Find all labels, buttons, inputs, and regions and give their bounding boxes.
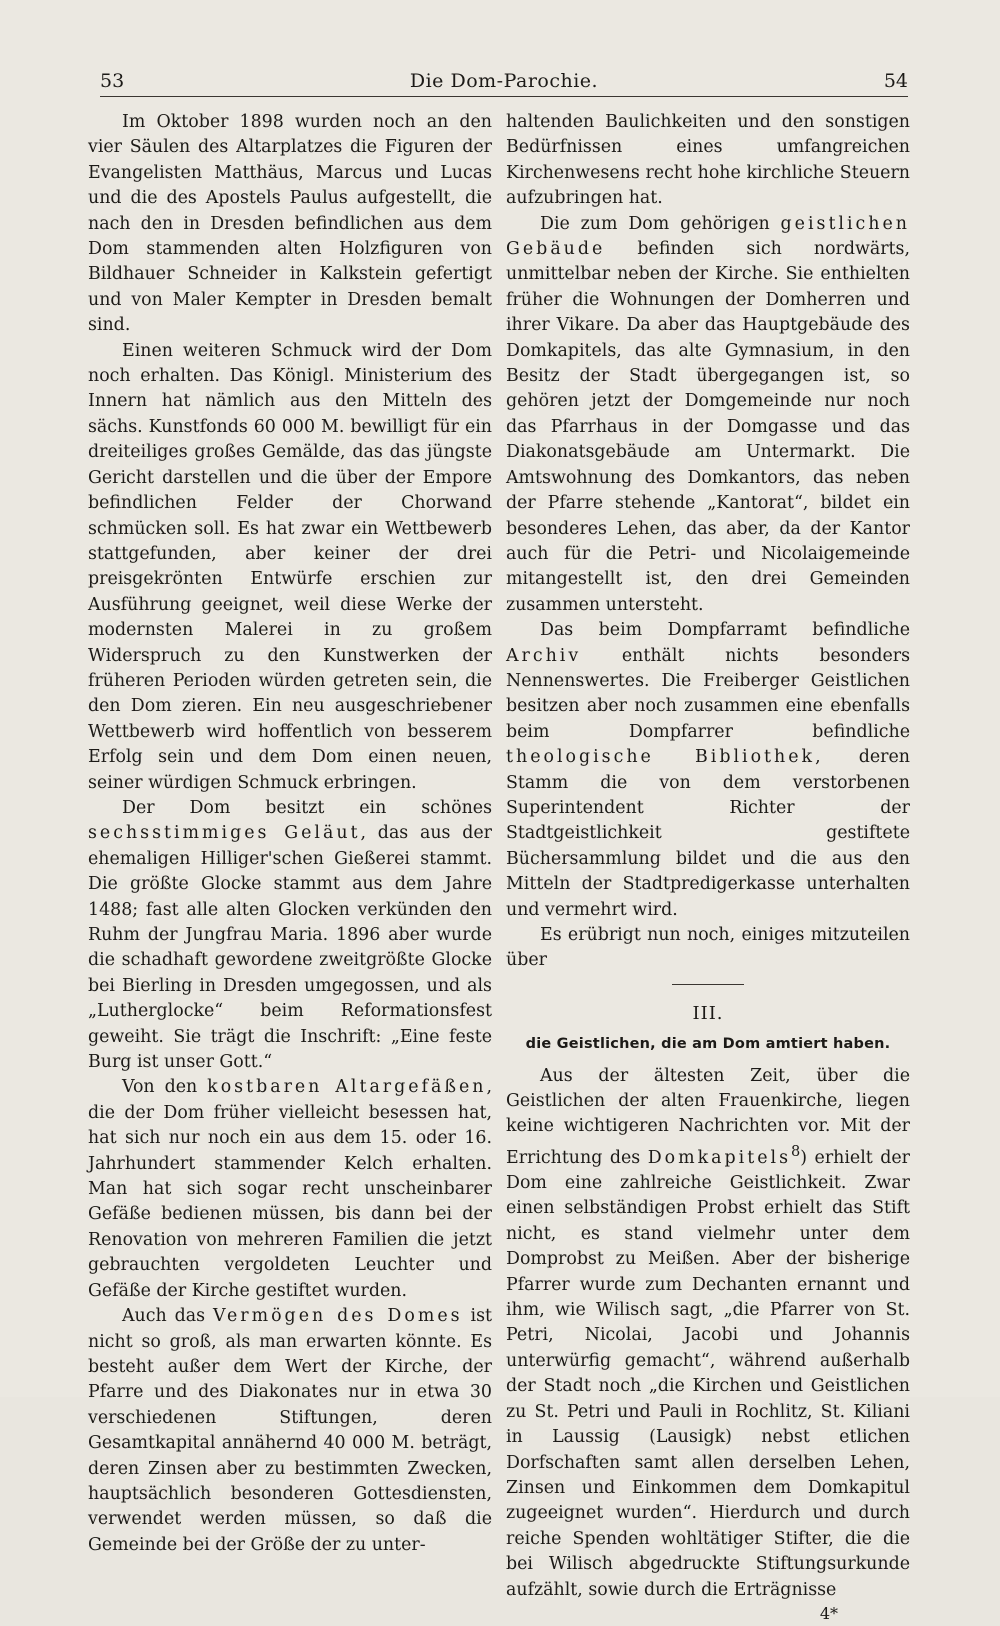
paragraph: Einen weiteren Schmuck wird der Dom noch erhalten. Das Königl. Ministerium des Innern hat nämlich aus den Mitteln des sächs. Kunstfonds 60 000 M. bewilligt für ein dreiteiliges großes Gemälde, das das jüngste Gericht darstellen und die über der Empore befindlichen Felder der Chorwand schmücken soll. Es hat zwar ein Wettbewerb stattgefunden, aber keiner der drei preisgekrönten Entwürfe erschien zur Ausführung geeignet, weil diese Werke der modernsten Malerei in zu großem Widerspruch zu den Kunstwerken der früheren Perioden würden getreten sein, die den Dom zieren. Ein neu ausgeschriebener Wettbewerb wird hoffentlich von besserem Erfolg sein und dem Dom einen neuen, seiner würdigen Schmuck erbringen. <box>88 340 492 793</box>
text-run: , die der Dom früher vielleicht besessen hat, hat sich nur noch ein aus dem 15. oder 16. Jahrhundert stammender Kelch erhalten. Man hat sich sogar recht unscheinbarer Gefäße bedienen müssen, bis dann bei der Renovation von mehreren Familien die jetzt gebrauchten vergoldeten Leuchter und Gefäße der Kirche gestiftet wurden. <box>88 1077 492 1301</box>
right-column <box>506 110 910 1626</box>
text-run: Auch das <box>122 1306 214 1327</box>
text-run: Die zum Dom gehörigen <box>540 213 781 234</box>
spaced-emphasis: Archiv <box>506 645 582 666</box>
running-title: Die Dom-Parochie. <box>409 70 599 92</box>
section-divider <box>672 984 744 985</box>
text-run: enthält nichts besonders Nennenswertes. Die Freiberger Geistlichen besitzen aber noch zusammen eine ebenfalls beim Dompfarrer befindliche <box>506 645 910 742</box>
text-run: ) erhielt der Dom eine zahlreiche Geistlichkeit. Zwar einen selbständigen Probst erhielt das Stift nicht, es stand vielmehr unter dem Domprobst zu Meißen. Aber der bisherige Pfarrer wurde zum Dechanten ernannt und ihm, wie Wilisch sagt, „die Pfarrer von St. Petri, Nicolai, Jacobi und Johannis unterwürfig gemacht“, während außerhalb der Stadt noch „die Kirchen und Geistlichen zu St. Petri und Pauli in Rochlitz, St. Kiliani in Laussig (Lausigk) nebst etlichen Dorfschaften samt allen derselben Lehen, Zinsen und Einkommen dem Domkapitul zugeeignet wurden“. Hierdurch und durch reiche Spenden wohltätiger Stifter, die die bei Wilisch abgedruckte Stiftungsurkunde aufzählt, sowie durch die Erträgnisse <box>506 1147 910 1600</box>
signature-mark: 4* <box>819 1603 838 1623</box>
paragraph <box>88 1075 492 1304</box>
header-rule <box>100 96 908 97</box>
text-run: Das beim Dompfarramt befindliche <box>540 620 910 641</box>
left-column <box>88 110 492 1558</box>
text-run: Der Dom besitzt ein schönes <box>122 797 492 818</box>
spaced-emphasis: geistlichen Gebäude <box>506 213 910 260</box>
paragraph-continued: haltenden Baulichkeiten und den sonstigen Bedürfnissen eines umfangreichen Kirchenwesens recht hohe kirchliche Steuern aufzubringen hat. <box>506 112 910 209</box>
page-number-left: 53 <box>100 70 125 92</box>
text-run: , das aus der ehemaligen Hilliger'schen Gießerei stammt. Die größte Glocke stammt aus dem Jahre 1488; fast alle alten Glocken verkünden den Ruhm der Jungfrau Maria. 1896 aber wurde die schadhaft gewordene zweitgrößte Glocke bei Bierling in Dresden umgegossen, und als „Lutherglocke“ beim Reformationsfest geweiht. Sie trägt die Inschrift: „Eine feste Burg ist unser Gott.“ <box>88 823 492 1073</box>
paragraph: Es erübrigt nun noch, einiges mitzuteilen über <box>506 925 910 971</box>
section-title: die Geistlichen, die am Dom amtiert haben. <box>525 1036 891 1053</box>
section-number: III. <box>692 1002 724 1024</box>
spaced-emphasis: Domkapitels <box>647 1147 791 1168</box>
text-run: Aus der ältesten Zeit, über die Geistlichen der alten Frauenkirche, liegen keine wichtigeren Nachrichten vor. Mit der Errichtung des <box>506 1065 910 1168</box>
paragraph <box>88 796 492 1075</box>
text-run: Von den <box>122 1077 208 1098</box>
text-run: , deren Stamm die von dem verstorbenen Superintendent Richter der Stadtgeistlichkeit gestiftete Büchersammlung bildet und die aus den Mitteln der Stadtpredigerkasse unterhalten und vermehrt wird. <box>506 747 910 920</box>
text-run: befinden sich nordwärts, unmittelbar neben der Kirche. Sie enthielten früher die Wohnungen der Domherren und ihrer Vikare. Da aber das Hauptgebäude des Domkapitels, das alte Gymnasium, in den Besitz der Stadt übergegangen ist, so gehören jetzt der Domgemeinde nur noch das Pfarrhaus in der Domgasse und das Diakonatsgebäude am Untermarkt. Die Amtswohnung des Domkantors, das neben der Pfarre stehende „Kantorat“, bildet ein besonderes Lehen, das aber, da der Kantor auch für die Petri- und Nicolaigemeinde mitangestellt ist, den drei Gemeinden zusammen untersteht. <box>506 239 910 615</box>
paragraph <box>506 212 910 619</box>
paragraph <box>506 618 910 923</box>
paragraph: Im Oktober 1898 wurden noch an den vier Säulen des Altarplatzes die Figuren der Evangelisten Matthäus, Marcus und Lucas und die des Apostels Paulus aufgestellt, die nach den in Dresden befindlichen aus dem Dom stammenden alten Holzfiguren von Bildhauer Schneider in Kalkstein gefertigt und von Maler Kempter in Dresden bemalt sind. <box>88 112 492 336</box>
text-run: ist nicht so groß, als man erwarten könnte. Es besteht außer dem Wert der Kirche, der Pfarre und des Diakonates nur in etwa 30 verschiedenen Stiftungen, deren Gesamtkapital annähernd 40 000 M. beträgt, deren Zinsen aber zu bestimmten Zwecken, hauptsächlich besonderen Gottesdiensten, verwendet werden müssen, so daß die Gemeinde bei der Größe der zu unter- <box>88 1306 492 1555</box>
spaced-emphasis: sechsstimmiges Geläut <box>88 823 361 844</box>
spaced-emphasis: Vermögen des Domes <box>213 1306 463 1327</box>
page-number-right: 54 <box>883 70 908 92</box>
paragraph <box>506 1064 910 1603</box>
spaced-emphasis: theologische Bibliothek <box>506 747 816 768</box>
paragraph <box>88 1304 492 1558</box>
spaced-emphasis: kostbaren Altargefäßen <box>207 1077 487 1098</box>
running-header <box>100 62 908 98</box>
footnote-marker: 8 <box>791 1143 801 1160</box>
